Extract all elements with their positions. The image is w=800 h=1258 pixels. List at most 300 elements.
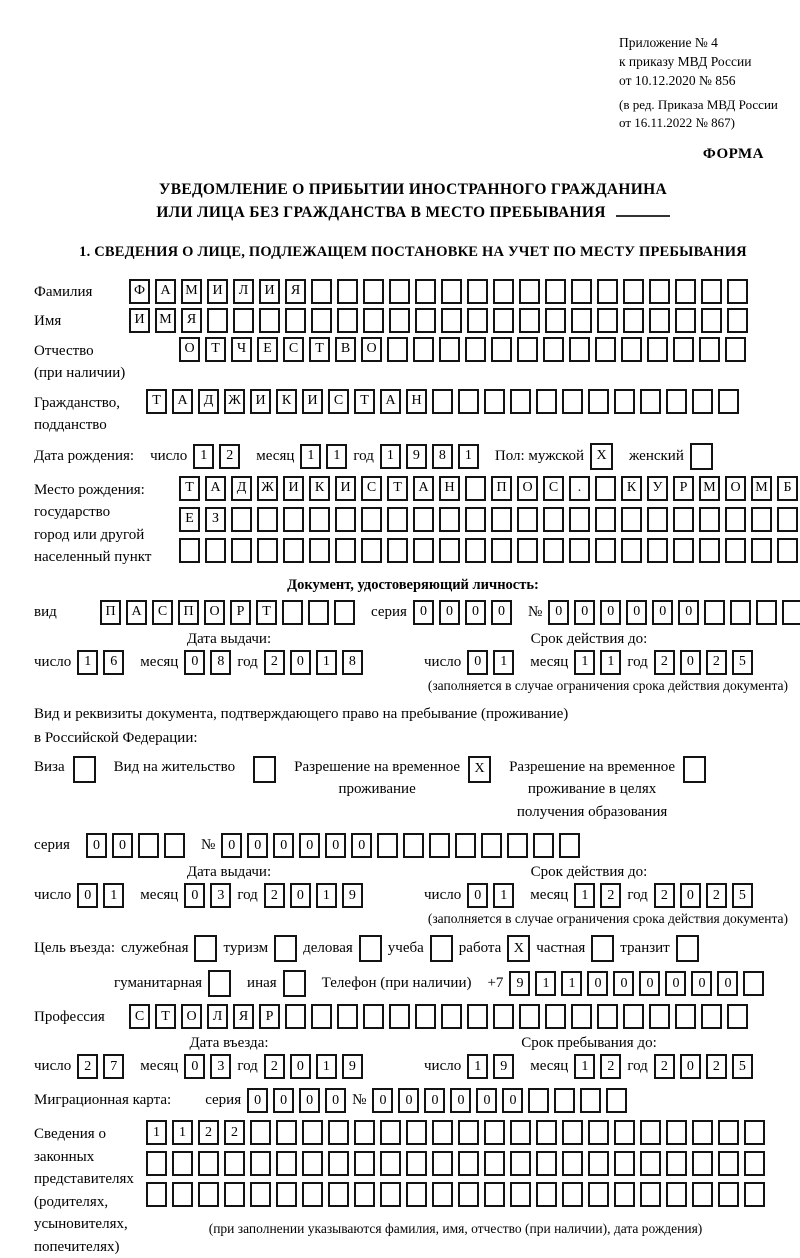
purpose-transit-checkbox[interactable] xyxy=(676,935,699,962)
char-cell[interactable]: Б xyxy=(777,476,798,501)
char-cell[interactable] xyxy=(614,389,635,414)
char-cell[interactable] xyxy=(536,1151,557,1176)
char-cell[interactable] xyxy=(510,1151,531,1176)
char-cell[interactable]: 0 xyxy=(652,600,673,625)
char-cell[interactable] xyxy=(692,1120,713,1145)
char-cell[interactable] xyxy=(744,1182,765,1207)
char-cell[interactable]: 1 xyxy=(380,444,401,469)
char-cell[interactable] xyxy=(231,507,252,532)
char-cell[interactable] xyxy=(387,337,408,362)
char-cell[interactable] xyxy=(543,538,564,563)
char-cell[interactable]: . xyxy=(569,476,590,501)
char-cell[interactable] xyxy=(519,308,540,333)
char-cell[interactable]: 1 xyxy=(458,444,479,469)
char-cell[interactable]: 8 xyxy=(432,444,453,469)
char-cell[interactable]: 2 xyxy=(600,883,621,908)
char-cell[interactable]: 1 xyxy=(561,971,582,996)
char-cell[interactable] xyxy=(441,279,462,304)
char-cell[interactable] xyxy=(491,337,512,362)
char-cell[interactable] xyxy=(595,476,616,501)
char-cell[interactable]: 0 xyxy=(450,1088,471,1113)
visa-checkbox[interactable] xyxy=(73,756,96,783)
char-cell[interactable]: 2 xyxy=(706,883,727,908)
char-cell[interactable]: 2 xyxy=(264,883,285,908)
char-cell[interactable] xyxy=(640,1151,661,1176)
char-cell[interactable]: Т xyxy=(309,337,330,362)
char-cell[interactable]: 0 xyxy=(467,883,488,908)
char-cell[interactable] xyxy=(666,389,687,414)
char-cell[interactable] xyxy=(328,1120,349,1145)
char-cell[interactable] xyxy=(302,1120,323,1145)
char-cell[interactable] xyxy=(623,279,644,304)
char-cell[interactable]: 0 xyxy=(491,600,512,625)
char-cell[interactable] xyxy=(389,279,410,304)
char-cell[interactable]: О xyxy=(517,476,538,501)
char-cell[interactable]: 1 xyxy=(193,444,214,469)
char-cell[interactable] xyxy=(413,538,434,563)
char-cell[interactable] xyxy=(571,279,592,304)
char-cell[interactable] xyxy=(458,1182,479,1207)
char-cell[interactable] xyxy=(647,507,668,532)
char-cell[interactable] xyxy=(172,1182,193,1207)
char-cell[interactable] xyxy=(335,538,356,563)
char-cell[interactable] xyxy=(308,600,329,625)
char-cell[interactable]: 0 xyxy=(665,971,686,996)
char-cell[interactable]: 5 xyxy=(732,1054,753,1079)
char-cell[interactable]: 0 xyxy=(351,833,372,858)
char-cell[interactable]: 9 xyxy=(493,1054,514,1079)
char-cell[interactable] xyxy=(439,538,460,563)
edu-permit-checkbox[interactable] xyxy=(683,756,706,783)
char-cell[interactable]: 0 xyxy=(680,650,701,675)
char-cell[interactable] xyxy=(673,507,694,532)
char-cell[interactable] xyxy=(302,1151,323,1176)
char-cell[interactable]: 2 xyxy=(654,650,675,675)
char-cell[interactable] xyxy=(595,337,616,362)
char-cell[interactable]: 0 xyxy=(372,1088,393,1113)
char-cell[interactable]: 9 xyxy=(342,1054,363,1079)
char-cell[interactable] xyxy=(484,1120,505,1145)
char-cell[interactable]: Д xyxy=(198,389,219,414)
char-cell[interactable] xyxy=(595,538,616,563)
char-cell[interactable]: А xyxy=(205,476,226,501)
char-cell[interactable]: Я xyxy=(181,308,202,333)
char-cell[interactable]: 7 xyxy=(103,1054,124,1079)
char-cell[interactable] xyxy=(380,1120,401,1145)
char-cell[interactable]: И xyxy=(259,279,280,304)
char-cell[interactable]: С xyxy=(361,476,382,501)
char-cell[interactable]: 0 xyxy=(184,883,205,908)
char-cell[interactable]: 1 xyxy=(535,971,556,996)
char-cell[interactable]: 0 xyxy=(467,650,488,675)
char-cell[interactable] xyxy=(455,833,476,858)
char-cell[interactable] xyxy=(782,600,800,625)
char-cell[interactable]: 0 xyxy=(678,600,699,625)
char-cell[interactable] xyxy=(250,1182,271,1207)
char-cell[interactable] xyxy=(302,1182,323,1207)
char-cell[interactable] xyxy=(406,1151,427,1176)
char-cell[interactable] xyxy=(699,507,720,532)
purpose-tourism-checkbox[interactable] xyxy=(274,935,297,962)
char-cell[interactable] xyxy=(777,538,798,563)
char-cell[interactable] xyxy=(640,389,661,414)
char-cell[interactable] xyxy=(309,507,330,532)
char-cell[interactable]: И xyxy=(302,389,323,414)
char-cell[interactable] xyxy=(164,833,185,858)
char-cell[interactable] xyxy=(510,1182,531,1207)
char-cell[interactable] xyxy=(533,833,554,858)
char-cell[interactable] xyxy=(146,1182,167,1207)
purpose-study-checkbox[interactable] xyxy=(430,935,453,962)
char-cell[interactable] xyxy=(465,538,486,563)
char-cell[interactable] xyxy=(725,538,746,563)
char-cell[interactable]: И xyxy=(283,476,304,501)
char-cell[interactable] xyxy=(692,1182,713,1207)
char-cell[interactable] xyxy=(309,538,330,563)
char-cell[interactable]: О xyxy=(361,337,382,362)
char-cell[interactable]: А xyxy=(380,389,401,414)
char-cell[interactable] xyxy=(328,1151,349,1176)
char-cell[interactable]: 1 xyxy=(574,650,595,675)
char-cell[interactable] xyxy=(718,389,739,414)
char-cell[interactable]: 9 xyxy=(342,883,363,908)
char-cell[interactable] xyxy=(146,1151,167,1176)
char-cell[interactable] xyxy=(363,1004,384,1029)
char-cell[interactable] xyxy=(441,1004,462,1029)
char-cell[interactable] xyxy=(484,1151,505,1176)
char-cell[interactable] xyxy=(250,1151,271,1176)
char-cell[interactable] xyxy=(623,1004,644,1029)
char-cell[interactable]: Е xyxy=(257,337,278,362)
purpose-humanitarian-checkbox[interactable] xyxy=(208,970,231,997)
char-cell[interactable] xyxy=(621,337,642,362)
char-cell[interactable] xyxy=(673,538,694,563)
char-cell[interactable] xyxy=(465,476,486,501)
char-cell[interactable] xyxy=(701,308,722,333)
char-cell[interactable] xyxy=(172,1151,193,1176)
char-cell[interactable]: А xyxy=(172,389,193,414)
char-cell[interactable] xyxy=(205,538,226,563)
char-cell[interactable]: У xyxy=(647,476,668,501)
char-cell[interactable] xyxy=(458,1151,479,1176)
char-cell[interactable]: 0 xyxy=(639,971,660,996)
char-cell[interactable]: Н xyxy=(439,476,460,501)
char-cell[interactable]: 6 xyxy=(103,650,124,675)
char-cell[interactable] xyxy=(727,1004,748,1029)
char-cell[interactable]: 2 xyxy=(77,1054,98,1079)
char-cell[interactable]: 2 xyxy=(219,444,240,469)
char-cell[interactable] xyxy=(743,971,764,996)
char-cell[interactable]: 3 xyxy=(210,883,231,908)
char-cell[interactable] xyxy=(432,389,453,414)
char-cell[interactable]: 2 xyxy=(706,1054,727,1079)
char-cell[interactable] xyxy=(699,538,720,563)
char-cell[interactable]: О xyxy=(179,337,200,362)
char-cell[interactable] xyxy=(387,507,408,532)
char-cell[interactable]: А xyxy=(126,600,147,625)
char-cell[interactable] xyxy=(481,833,502,858)
char-cell[interactable] xyxy=(429,833,450,858)
char-cell[interactable] xyxy=(276,1182,297,1207)
char-cell[interactable]: К xyxy=(309,476,330,501)
char-cell[interactable] xyxy=(337,1004,358,1029)
char-cell[interactable]: 0 xyxy=(587,971,608,996)
char-cell[interactable] xyxy=(536,1120,557,1145)
char-cell[interactable]: 0 xyxy=(691,971,712,996)
char-cell[interactable]: 0 xyxy=(548,600,569,625)
char-cell[interactable]: М xyxy=(699,476,720,501)
char-cell[interactable]: 0 xyxy=(290,883,311,908)
char-cell[interactable]: 0 xyxy=(325,1088,346,1113)
char-cell[interactable] xyxy=(569,538,590,563)
residence-permit-checkbox[interactable] xyxy=(253,756,276,783)
char-cell[interactable] xyxy=(198,1182,219,1207)
char-cell[interactable] xyxy=(415,1004,436,1029)
char-cell[interactable]: 1 xyxy=(77,650,98,675)
char-cell[interactable]: 8 xyxy=(210,650,231,675)
char-cell[interactable] xyxy=(517,507,538,532)
char-cell[interactable] xyxy=(257,507,278,532)
char-cell[interactable] xyxy=(311,308,332,333)
char-cell[interactable]: С xyxy=(543,476,564,501)
char-cell[interactable]: Ф xyxy=(129,279,150,304)
char-cell[interactable] xyxy=(727,308,748,333)
char-cell[interactable] xyxy=(207,308,228,333)
char-cell[interactable]: Т xyxy=(155,1004,176,1029)
char-cell[interactable]: В xyxy=(335,337,356,362)
char-cell[interactable]: 1 xyxy=(326,444,347,469)
char-cell[interactable] xyxy=(484,389,505,414)
char-cell[interactable] xyxy=(519,279,540,304)
char-cell[interactable]: Т xyxy=(354,389,375,414)
char-cell[interactable] xyxy=(621,507,642,532)
char-cell[interactable] xyxy=(259,308,280,333)
char-cell[interactable] xyxy=(491,538,512,563)
char-cell[interactable] xyxy=(415,308,436,333)
char-cell[interactable]: 0 xyxy=(273,833,294,858)
char-cell[interactable] xyxy=(403,833,424,858)
char-cell[interactable]: 3 xyxy=(210,1054,231,1079)
char-cell[interactable] xyxy=(675,308,696,333)
char-cell[interactable] xyxy=(545,308,566,333)
char-cell[interactable] xyxy=(138,833,159,858)
char-cell[interactable]: 0 xyxy=(325,833,346,858)
char-cell[interactable] xyxy=(673,337,694,362)
char-cell[interactable] xyxy=(571,1004,592,1029)
char-cell[interactable] xyxy=(335,507,356,532)
char-cell[interactable]: М xyxy=(181,279,202,304)
char-cell[interactable] xyxy=(432,1120,453,1145)
char-cell[interactable]: Р xyxy=(673,476,694,501)
sex-male-checkbox[interactable]: X xyxy=(590,443,613,470)
sex-female-checkbox[interactable] xyxy=(690,443,713,470)
char-cell[interactable]: 0 xyxy=(626,600,647,625)
char-cell[interactable] xyxy=(606,1088,627,1113)
char-cell[interactable] xyxy=(666,1182,687,1207)
char-cell[interactable] xyxy=(179,538,200,563)
char-cell[interactable]: С xyxy=(129,1004,150,1029)
char-cell[interactable]: П xyxy=(100,600,121,625)
char-cell[interactable] xyxy=(441,308,462,333)
char-cell[interactable] xyxy=(510,1120,531,1145)
char-cell[interactable]: 2 xyxy=(654,883,675,908)
char-cell[interactable] xyxy=(484,1182,505,1207)
char-cell[interactable]: 0 xyxy=(600,600,621,625)
char-cell[interactable]: О xyxy=(181,1004,202,1029)
char-cell[interactable] xyxy=(701,1004,722,1029)
char-cell[interactable] xyxy=(517,538,538,563)
char-cell[interactable] xyxy=(730,600,751,625)
char-cell[interactable]: С xyxy=(328,389,349,414)
char-cell[interactable]: 1 xyxy=(172,1120,193,1145)
char-cell[interactable] xyxy=(640,1182,661,1207)
char-cell[interactable]: 2 xyxy=(198,1120,219,1145)
char-cell[interactable] xyxy=(413,337,434,362)
char-cell[interactable] xyxy=(744,1120,765,1145)
char-cell[interactable] xyxy=(285,308,306,333)
char-cell[interactable] xyxy=(458,389,479,414)
char-cell[interactable]: 0 xyxy=(290,650,311,675)
char-cell[interactable]: П xyxy=(178,600,199,625)
char-cell[interactable] xyxy=(562,1182,583,1207)
char-cell[interactable] xyxy=(363,279,384,304)
char-cell[interactable] xyxy=(493,279,514,304)
char-cell[interactable]: 9 xyxy=(406,444,427,469)
char-cell[interactable] xyxy=(777,507,798,532)
purpose-business-checkbox[interactable] xyxy=(359,935,382,962)
char-cell[interactable]: 2 xyxy=(224,1120,245,1145)
char-cell[interactable]: С xyxy=(152,600,173,625)
char-cell[interactable]: М xyxy=(155,308,176,333)
char-cell[interactable] xyxy=(432,1182,453,1207)
char-cell[interactable]: 0 xyxy=(424,1088,445,1113)
char-cell[interactable]: Н xyxy=(406,389,427,414)
char-cell[interactable] xyxy=(597,279,618,304)
char-cell[interactable] xyxy=(510,389,531,414)
char-cell[interactable]: 2 xyxy=(600,1054,621,1079)
char-cell[interactable]: 0 xyxy=(112,833,133,858)
char-cell[interactable] xyxy=(283,507,304,532)
char-cell[interactable]: 1 xyxy=(103,883,124,908)
char-cell[interactable] xyxy=(562,1120,583,1145)
char-cell[interactable]: 0 xyxy=(86,833,107,858)
char-cell[interactable] xyxy=(198,1151,219,1176)
char-cell[interactable] xyxy=(528,1088,549,1113)
char-cell[interactable] xyxy=(647,538,668,563)
char-cell[interactable]: 0 xyxy=(465,600,486,625)
char-cell[interactable] xyxy=(377,833,398,858)
char-cell[interactable] xyxy=(701,279,722,304)
char-cell[interactable] xyxy=(406,1120,427,1145)
char-cell[interactable]: 0 xyxy=(77,883,98,908)
char-cell[interactable]: 0 xyxy=(613,971,634,996)
char-cell[interactable] xyxy=(675,279,696,304)
char-cell[interactable] xyxy=(389,1004,410,1029)
char-cell[interactable] xyxy=(337,308,358,333)
char-cell[interactable]: 0 xyxy=(574,600,595,625)
char-cell[interactable] xyxy=(361,507,382,532)
char-cell[interactable] xyxy=(554,1088,575,1113)
char-cell[interactable]: 1 xyxy=(316,883,337,908)
char-cell[interactable] xyxy=(588,1120,609,1145)
char-cell[interactable] xyxy=(614,1151,635,1176)
char-cell[interactable]: И xyxy=(129,308,150,333)
char-cell[interactable] xyxy=(727,279,748,304)
char-cell[interactable]: 2 xyxy=(654,1054,675,1079)
char-cell[interactable] xyxy=(562,389,583,414)
purpose-official-checkbox[interactable] xyxy=(194,935,217,962)
char-cell[interactable]: Т xyxy=(205,337,226,362)
char-cell[interactable]: Ж xyxy=(224,389,245,414)
char-cell[interactable]: 0 xyxy=(184,650,205,675)
char-cell[interactable] xyxy=(751,538,772,563)
char-cell[interactable]: И xyxy=(207,279,228,304)
char-cell[interactable] xyxy=(621,538,642,563)
char-cell[interactable]: Р xyxy=(230,600,251,625)
char-cell[interactable]: К xyxy=(621,476,642,501)
char-cell[interactable]: П xyxy=(491,476,512,501)
char-cell[interactable] xyxy=(387,538,408,563)
char-cell[interactable]: 9 xyxy=(509,971,530,996)
char-cell[interactable]: 5 xyxy=(732,883,753,908)
char-cell[interactable] xyxy=(233,308,254,333)
char-cell[interactable] xyxy=(580,1088,601,1113)
char-cell[interactable] xyxy=(224,1151,245,1176)
char-cell[interactable] xyxy=(413,507,434,532)
char-cell[interactable] xyxy=(311,1004,332,1029)
char-cell[interactable] xyxy=(380,1151,401,1176)
char-cell[interactable]: 1 xyxy=(467,1054,488,1079)
char-cell[interactable]: 2 xyxy=(264,650,285,675)
char-cell[interactable]: К xyxy=(276,389,297,414)
char-cell[interactable]: О xyxy=(725,476,746,501)
char-cell[interactable] xyxy=(389,308,410,333)
char-cell[interactable] xyxy=(439,507,460,532)
char-cell[interactable]: З xyxy=(205,507,226,532)
char-cell[interactable] xyxy=(692,1151,713,1176)
char-cell[interactable]: И xyxy=(250,389,271,414)
char-cell[interactable] xyxy=(649,279,670,304)
char-cell[interactable] xyxy=(354,1182,375,1207)
char-cell[interactable] xyxy=(571,308,592,333)
char-cell[interactable]: 1 xyxy=(300,444,321,469)
char-cell[interactable]: 0 xyxy=(247,833,268,858)
char-cell[interactable]: 2 xyxy=(264,1054,285,1079)
char-cell[interactable]: А xyxy=(413,476,434,501)
char-cell[interactable]: Ж xyxy=(257,476,278,501)
char-cell[interactable]: Т xyxy=(387,476,408,501)
char-cell[interactable] xyxy=(647,337,668,362)
char-cell[interactable] xyxy=(465,337,486,362)
char-cell[interactable] xyxy=(543,507,564,532)
char-cell[interactable] xyxy=(562,1151,583,1176)
char-cell[interactable]: С xyxy=(283,337,304,362)
char-cell[interactable] xyxy=(718,1151,739,1176)
char-cell[interactable]: 1 xyxy=(493,883,514,908)
char-cell[interactable]: 1 xyxy=(146,1120,167,1145)
char-cell[interactable]: 5 xyxy=(732,650,753,675)
char-cell[interactable] xyxy=(559,833,580,858)
char-cell[interactable]: М xyxy=(751,476,772,501)
char-cell[interactable]: Т xyxy=(146,389,167,414)
char-cell[interactable]: 0 xyxy=(247,1088,268,1113)
char-cell[interactable] xyxy=(569,337,590,362)
char-cell[interactable] xyxy=(543,337,564,362)
char-cell[interactable] xyxy=(675,1004,696,1029)
char-cell[interactable] xyxy=(337,279,358,304)
char-cell[interactable]: Я xyxy=(233,1004,254,1029)
temp-permit-checkbox[interactable]: X xyxy=(468,756,491,783)
